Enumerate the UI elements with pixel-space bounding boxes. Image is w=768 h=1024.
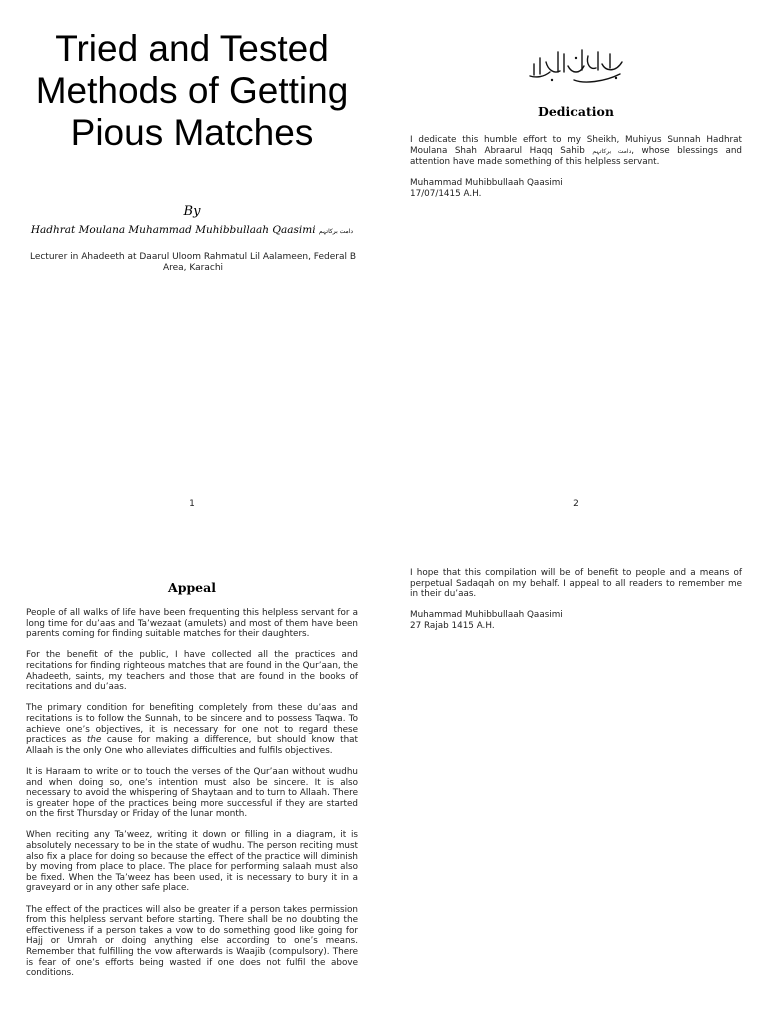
title-line: Pious Matches [70, 112, 314, 153]
title-line: Methods of Getting [35, 70, 349, 111]
appeal-text: cause for making a difference, but should know that Allaah is the only One who alleviates difficulties and fulfils objectives. [26, 735, 358, 756]
appeal-paragraph [26, 703, 358, 756]
dedication-honorific: دامت برکاتہم [592, 147, 632, 155]
appeal-paragraph: When reciting any Ta’weez, writing it down or filling in a diagram, it is absolutely necessary to be in the state of wudhu. The person reciting must also fix a place for doing so because the effect of the practice will diminish by moving from place to place. The place for performing salaah must also be fixed. When the Ta’weez has been used, it is necessary to bury it in a graveyard or in any other safe place. [26, 830, 358, 894]
closing-page [384, 540, 768, 1024]
appeal-paragraph: People of all walks of life have been frequenting this helpless servant for a long time for du’aas and Ta’wezaat (amulets) and most of them have been parents coming for finding suitable matches for their daughters. [26, 608, 358, 640]
appeal-paragraph: It is Haraam to write or to touch the verses of the Qur’aan without wudhu and when doing so, one’s intention must also be sincere. It is also necessary to avoid the whispering of Shaytaan and to turn to Allaah. There is greater hope of the practices being more successful if they are started on the first Thursday or Friday of the lunar month. [26, 766, 358, 820]
dedication-heading: Dedication [538, 104, 614, 119]
appeal-paragraph: The effect of the practices will also be greater if a person takes permission from this helpless servant before starting. There shall be no doubting the effectiveness if a person takes a vow to do something good like going for Hajj or Umrah or doing anything else according to one’s means. Remember that fulfilling the vow afterwards is Waajib (compulsory). There is fear of one’s efforts being wasted if one does not fulfil the above conditions. [26, 904, 358, 979]
signature-date: 27 Rajab 1415 A.H. [410, 620, 495, 631]
dedication-text: I dedicate this humble effort to my Sheikh, Muhiyus Sunnah Hadhrat Moulana Shah Abraarul Haqq Sahib [410, 135, 742, 156]
dedication-text-end: , whose blessings and attention have made something of this helpless servant. [410, 145, 743, 168]
closing-paragraph: I hope that this compilation will be of benefit to people and a means of perpetual Sadaqah on my behalf. I appeal to all readers to remember me in their du’aas. [410, 568, 742, 600]
author-affiliation: Lecturer in Ahadeeth at Daarul Uloom Rahmatul Lil Aalameen, Federal B Area, Karachi [29, 252, 357, 273]
appeal-body [26, 608, 358, 989]
basmalah-calligraphy-icon [524, 44, 628, 86]
appeal-emphasis: the [86, 735, 102, 746]
page-number: 1 [189, 499, 195, 509]
signature-name: Muhammad Muhibbullaah Qaasimi [410, 610, 563, 621]
appeal-heading: Appeal [168, 580, 216, 595]
dedication-page [384, 0, 768, 540]
title-line: Tried and Tested [55, 28, 329, 69]
closing-body [410, 568, 742, 642]
signature-name: Muhammad Muhibbullaah Qaasimi [410, 178, 563, 189]
appeal-text: The primary condition for benefiting completely from these du’aas and recitations is to follow the Sunnah, to be sincere and to possess Taqwa. To achieve one’s objectives, it is necessary for one not to regard these practices as [26, 703, 358, 746]
appeal-paragraph: For the benefit of the public, I have collected all the practices and recitations for finding righteous matches that are found in the Qur’aan, the Ahadeeth, saints, my teachers and those that are found in the books of recitations and du’aas. [26, 650, 358, 693]
page-number: 2 [573, 499, 579, 509]
by-label: By [183, 204, 201, 219]
book-title [10, 28, 374, 154]
dedication-paragraph [410, 135, 742, 168]
title-page [0, 0, 384, 540]
author-name-text: Hadhrat Moulana Muhammad Muhibbullaah Qaasimi [30, 224, 316, 236]
dedication-body [410, 135, 742, 210]
signature-block [410, 178, 742, 199]
appeal-page [0, 540, 384, 1024]
signature-date: 17/07/1415 A.H. [410, 188, 482, 199]
signature-block [410, 610, 742, 631]
author-name [20, 224, 364, 236]
author-honorific: دامت برکاتہم [318, 228, 354, 235]
